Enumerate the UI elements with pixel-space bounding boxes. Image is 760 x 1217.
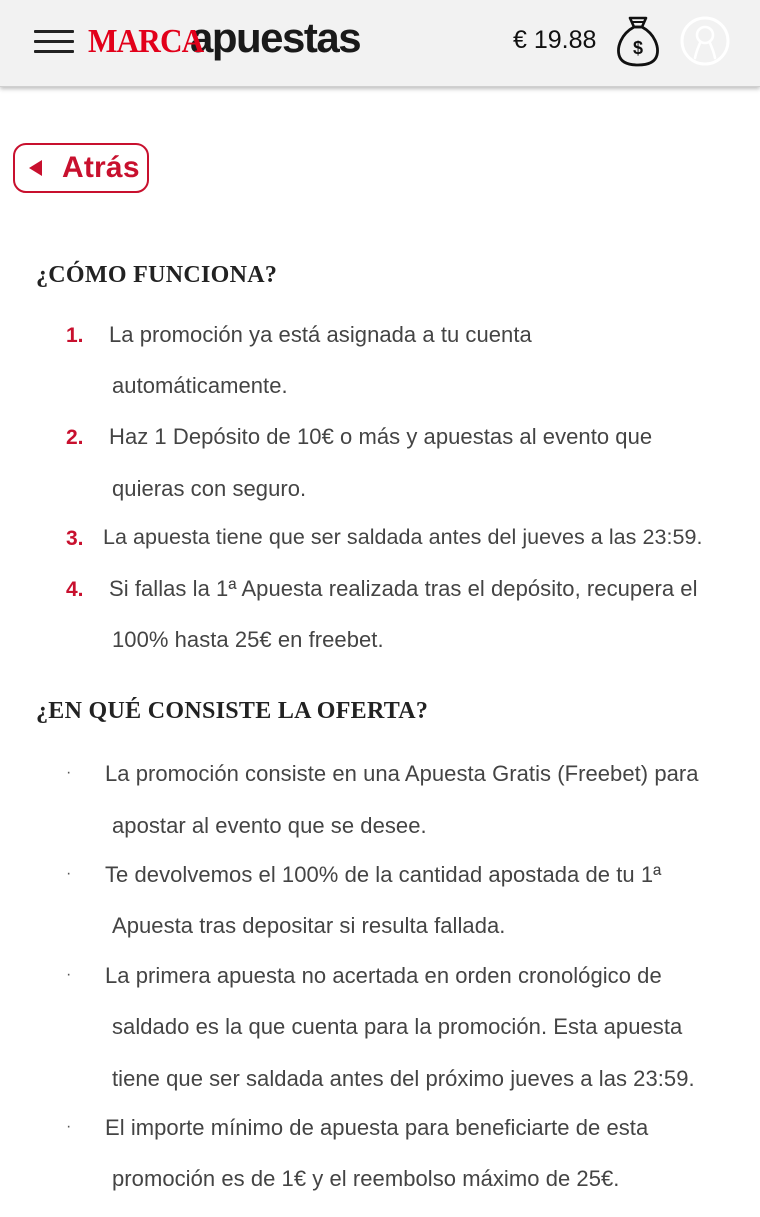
back-button-label: Atrás	[62, 151, 140, 184]
how-it-works-title: ¿CÓMO FUNCIONA?	[36, 262, 278, 288]
svg-text:$: $	[632, 38, 644, 58]
list-item-number: 1.	[66, 324, 84, 347]
back-button[interactable]	[13, 143, 149, 193]
offer-title: ¿EN QUÉ CONSISTE LA OFERTA?	[36, 698, 429, 724]
logo-apuestas-text: apuestas	[190, 14, 361, 61]
list-item-text: Haz 1 Depósito de 10€ o más y apuestas al evento que	[109, 424, 653, 449]
site-logo[interactable]	[88, 14, 360, 70]
list-item-text: La promoción ya está asignada a tu cuenta	[109, 322, 532, 347]
list-item-text: saldado es la que cuenta para la promoción. Esta apuesta	[112, 1014, 683, 1039]
list-item-text: Apuesta tras depositar si resulta fallada.	[112, 913, 506, 938]
list-item-number: 2.	[66, 426, 84, 449]
list-item-text: apostar al evento que se desee.	[112, 813, 427, 838]
list-item-bullet: ·	[66, 764, 72, 781]
list-item-text: Te devolvemos el 100% de la cantidad apostada de tu 1ª	[105, 862, 662, 887]
list-item-bullet: ·	[66, 1118, 72, 1135]
logo-marca-text: MARCA	[88, 23, 204, 60]
list-item-bullet: ·	[66, 966, 72, 983]
list-item-text: Si fallas la 1ª Apuesta realizada tras el depósito, recupera el	[109, 576, 698, 601]
list-item-text: tiene que ser saldada antes del próximo jueves a las 23:59.	[112, 1066, 695, 1091]
list-item-number: 4.	[66, 578, 84, 601]
menu-icon[interactable]	[34, 27, 74, 57]
top-header	[0, 0, 760, 87]
list-item-text: El importe mínimo de apuesta para beneficiarte de esta	[105, 1115, 649, 1140]
list-item-bullet: ·	[66, 865, 72, 882]
account-balance[interactable]: € 19.88	[513, 26, 597, 54]
list-item-text: La primera apuesta no acertada en orden cronológico de	[105, 963, 662, 988]
list-item-text: La promoción consiste en una Apuesta Gratis (Freebet) para	[105, 761, 699, 786]
list-item-text: La apuesta tiene que ser saldada antes del jueves a las 23:59.	[103, 525, 703, 549]
back-arrow-icon	[29, 160, 42, 176]
list-item-text: promoción es de 1€ y el reembolso máximo de 25€.	[112, 1166, 620, 1191]
list-item-text: 100% hasta 25€ en freebet.	[112, 627, 384, 652]
list-item-number: 3.	[66, 527, 84, 550]
list-item-text: automáticamente.	[112, 373, 288, 398]
user-avatar-icon[interactable]	[680, 16, 730, 66]
list-item-text: quieras con seguro.	[112, 476, 307, 501]
money-bag-icon[interactable]	[615, 14, 661, 68]
